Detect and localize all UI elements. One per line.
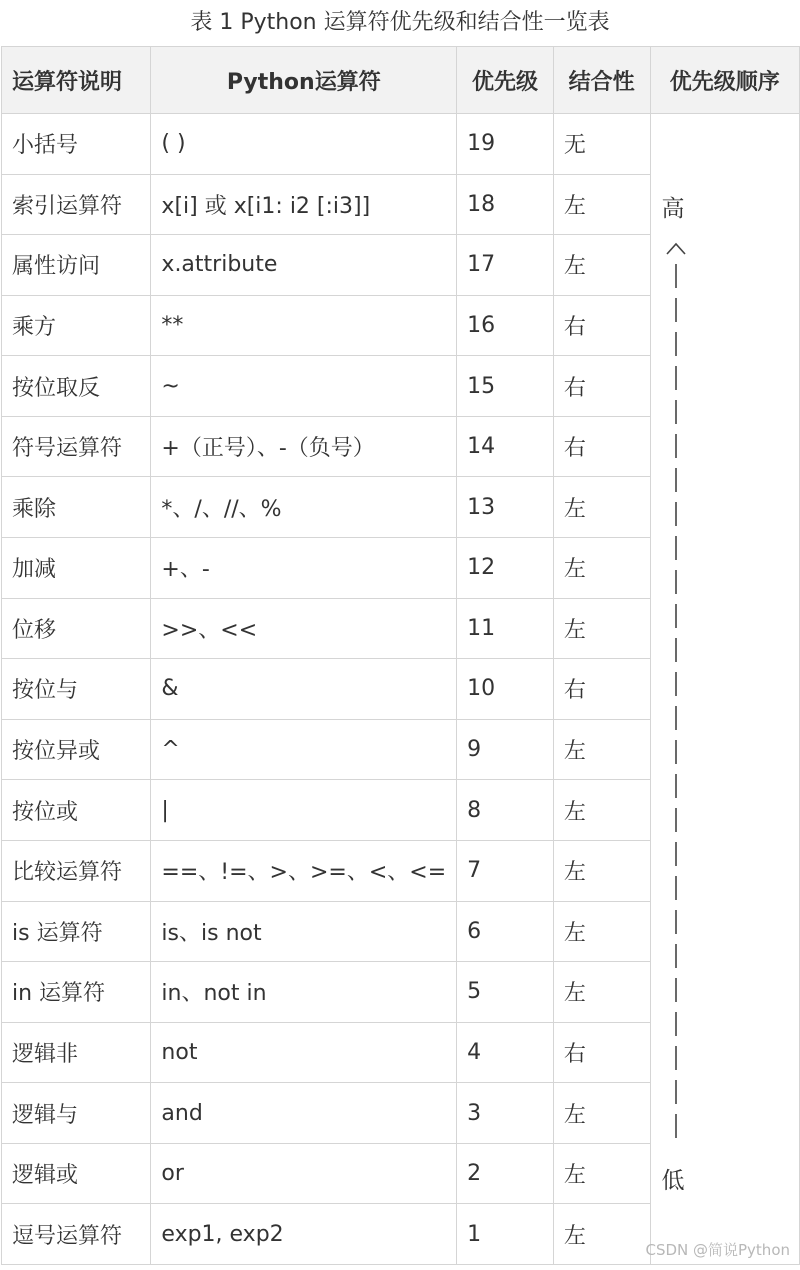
- cell-priority: 1: [457, 1204, 554, 1265]
- cell-description: 乘方: [2, 295, 151, 356]
- cell-description: 属性访问: [2, 235, 151, 296]
- cell-associativity: 左: [553, 1204, 650, 1265]
- cell-priority: 12: [457, 538, 554, 599]
- cell-operator: x.attribute: [151, 235, 457, 296]
- cell-description: 按位取反: [2, 356, 151, 417]
- header-associativity: 结合性: [553, 47, 650, 114]
- cell-operator: *、/、//、%: [151, 477, 457, 538]
- cell-associativity: 右: [553, 295, 650, 356]
- cell-associativity: 左: [553, 1143, 650, 1204]
- table-header-row: [2, 47, 800, 114]
- cell-priority: 5: [457, 962, 554, 1023]
- cell-associativity: 左: [553, 598, 650, 659]
- cell-priority: 18: [457, 174, 554, 235]
- table-body: [2, 114, 800, 1265]
- cell-operator: and: [151, 1083, 457, 1144]
- cell-operator: not: [151, 1022, 457, 1083]
- cell-associativity: 左: [553, 477, 650, 538]
- cell-priority: 10: [457, 659, 554, 720]
- cell-description: 符号运算符: [2, 416, 151, 477]
- cell-priority: 9: [457, 719, 554, 780]
- cell-operator: >>、<<: [151, 598, 457, 659]
- cell-description: 索引运算符: [2, 174, 151, 235]
- cell-description: in 运算符: [2, 962, 151, 1023]
- cell-associativity: 左: [553, 235, 650, 296]
- cell-associativity: 左: [553, 780, 650, 841]
- cell-associativity: 左: [553, 538, 650, 599]
- cell-priority: 3: [457, 1083, 554, 1144]
- cell-priority: 16: [457, 295, 554, 356]
- cell-associativity: 右: [553, 1022, 650, 1083]
- cell-associativity: 左: [553, 901, 650, 962]
- cell-description: 逻辑与: [2, 1083, 151, 1144]
- cell-priority: 4: [457, 1022, 554, 1083]
- cell-priority: 11: [457, 598, 554, 659]
- cell-description: 逻辑或: [2, 1143, 151, 1204]
- cell-associativity: 右: [553, 659, 650, 720]
- cell-operator: ^: [151, 719, 457, 780]
- cell-description: 按位或: [2, 780, 151, 841]
- cell-associativity: 右: [553, 356, 650, 417]
- cell-operator: +（正号）、-（负号）: [151, 416, 457, 477]
- cell-associativity: 无: [553, 114, 650, 175]
- cell-description: 加减: [2, 538, 151, 599]
- cell-associativity: 左: [553, 1083, 650, 1144]
- cell-associativity: 左: [553, 840, 650, 901]
- cell-priority: 8: [457, 780, 554, 841]
- cell-operator: +、-: [151, 538, 457, 599]
- cell-associativity: 左: [553, 719, 650, 780]
- cell-operator: ~: [151, 356, 457, 417]
- cell-operator: **: [151, 295, 457, 356]
- cell-description: 乘除: [2, 477, 151, 538]
- cell-priority: 6: [457, 901, 554, 962]
- cell-operator: ==、!=、>、>=、<、<=: [151, 840, 457, 901]
- cell-order-indicator: [650, 114, 799, 1265]
- cell-description: 逗号运算符: [2, 1204, 151, 1265]
- operator-precedence-table: [1, 46, 800, 1265]
- cell-associativity: 右: [553, 416, 650, 477]
- cell-priority: 2: [457, 1143, 554, 1204]
- cell-description: 逻辑非: [2, 1022, 151, 1083]
- header-order: 优先级顺序: [650, 47, 799, 114]
- cell-associativity: 左: [553, 174, 650, 235]
- cell-description: 按位异或: [2, 719, 151, 780]
- cell-description: 比较运算符: [2, 840, 151, 901]
- cell-priority: 19: [457, 114, 554, 175]
- cell-priority: 14: [457, 416, 554, 477]
- cell-operator: is、is not: [151, 901, 457, 962]
- cell-associativity: 左: [553, 962, 650, 1023]
- cell-operator: |: [151, 780, 457, 841]
- cell-operator: or: [151, 1143, 457, 1204]
- table-row: [2, 114, 800, 175]
- cell-priority: 17: [457, 235, 554, 296]
- arrow-up-icon: [665, 242, 687, 1140]
- table-caption: 表 1 Python 运算符优先级和结合性一览表: [190, 10, 610, 35]
- cell-priority: 13: [457, 477, 554, 538]
- cell-priority: 15: [457, 356, 554, 417]
- watermark: CSDN @简说Python: [645, 1241, 790, 1259]
- cell-operator: &: [151, 659, 457, 720]
- order-low-label: 低: [661, 1168, 685, 1194]
- cell-description: 位移: [2, 598, 151, 659]
- cell-operator: in、not in: [151, 962, 457, 1023]
- cell-operator: exp1, exp2: [151, 1204, 457, 1265]
- cell-priority: 7: [457, 840, 554, 901]
- cell-description: is 运算符: [2, 901, 151, 962]
- order-high-label: 高: [661, 196, 685, 222]
- cell-description: 小括号: [2, 114, 151, 175]
- order-indicator: [651, 114, 799, 1264]
- header-operator: Python运算符: [151, 47, 457, 114]
- header-priority: 优先级: [457, 47, 554, 114]
- header-description: 运算符说明: [2, 47, 151, 114]
- cell-description: 按位与: [2, 659, 151, 720]
- cell-operator: x[i] 或 x[i1: i2 [:i3]]: [151, 174, 457, 235]
- cell-operator: ( ): [151, 114, 457, 175]
